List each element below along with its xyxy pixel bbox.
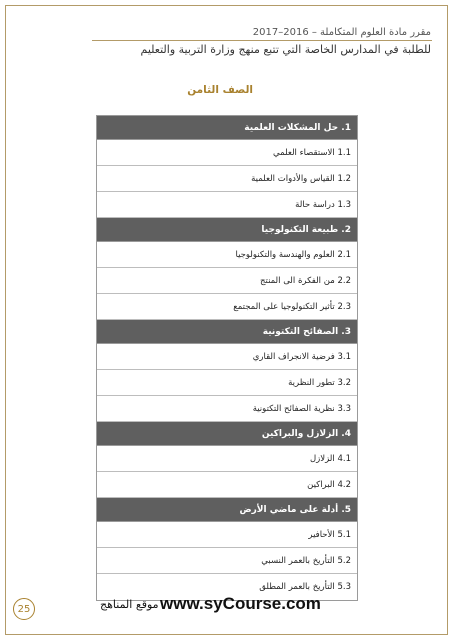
- toc-item: 1.1 الاستقصاء العلمي: [97, 140, 357, 166]
- toc-item: 2.3 تأثير التكنولوجيا على المجتمع: [97, 294, 357, 320]
- section-header: 2. طبيعة التكنولوجيا: [97, 218, 357, 242]
- toc-item: 1.2 القياس والأدوات العلمية: [97, 166, 357, 192]
- section-header: 3. الصفائح التكتونية: [97, 320, 357, 344]
- toc-item: 3.1 فرضية الانجراف القاري: [97, 344, 357, 370]
- course-title: مقرر مادة العلوم المتكاملة – 2016–2017: [252, 27, 431, 38]
- grade-heading: الصف الثامن: [187, 84, 253, 96]
- toc-item: 2.2 من الفكرة الى المنتج: [97, 268, 357, 294]
- page-number: 25: [13, 598, 35, 620]
- toc-item: 1.3 دراسة حالة: [97, 192, 357, 218]
- table-of-contents: [96, 115, 358, 601]
- toc-item: 3.3 نظرية الصفائح التكتونية: [97, 396, 357, 422]
- toc-item: 4.1 الزلازل: [97, 446, 357, 472]
- section-header: 4. الزلازل والبراكين: [97, 422, 357, 446]
- toc-item: 5.2 التأريخ بالعمر النسبي: [97, 548, 357, 574]
- toc-item: 2.1 العلوم والهندسة والتكنولوجيا: [97, 242, 357, 268]
- toc-item: 5.3 التأريخ بالعمر المطلق: [97, 574, 357, 600]
- section-header: 1. حل المشكلات العلمية: [97, 116, 357, 140]
- audience-subtitle: للطلبة في المدارس الخاصة التي تتبع منهج وزارة التربية والتعليم: [140, 43, 431, 56]
- site-url[interactable]: www.syCourse.com: [160, 594, 321, 613]
- header-divider: [92, 40, 432, 41]
- toc-item: 3.2 تطور النظرية: [97, 370, 357, 396]
- site-label: موقع المناهج: [100, 598, 159, 611]
- toc-item: 5.1 الأحافير: [97, 522, 357, 548]
- toc-item: 4.2 البراكين: [97, 472, 357, 498]
- section-header: 5. أدلة على ماضي الأرض: [97, 498, 357, 522]
